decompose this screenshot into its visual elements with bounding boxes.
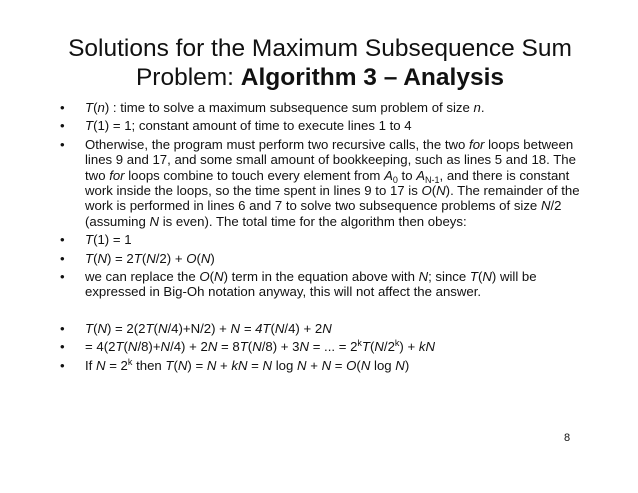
text-run: A (384, 167, 393, 183)
text-run: O (186, 250, 197, 266)
text-run: . (480, 100, 485, 115)
text-run: ; since (428, 269, 470, 285)
text-run: ) term in the equation above with (223, 269, 419, 285)
text-run: /4)+N/2) + (167, 320, 231, 336)
text-run: ) + (399, 339, 419, 355)
text-run: N (200, 250, 211, 266)
superscript: k (357, 338, 362, 349)
text-run: ( (209, 269, 215, 285)
text-run: for (109, 167, 125, 183)
text-run: Otherwise, the program must perform two recursive calls, the two (85, 136, 470, 152)
bullet-item-3 (60, 137, 590, 229)
text-run: = 2 (105, 357, 128, 373)
text-run: T (145, 320, 154, 336)
bullet-symbol: • (60, 269, 65, 285)
text-run: (1) = 1; constant amount of time to execute lines 1 to 4 (93, 118, 412, 134)
text-run: = 8 (217, 339, 240, 355)
bullet-symbol: • (60, 118, 65, 134)
slide-title (30, 34, 610, 92)
text-run: /2 (assuming (85, 198, 562, 229)
bullet-symbol: • (60, 320, 65, 336)
text-run: N (482, 269, 492, 285)
text-run: kN (418, 339, 435, 355)
text-run: N (321, 357, 332, 373)
text-run: log (370, 357, 396, 373)
text-run: ) = 2(2 (107, 320, 146, 336)
text-run: ( (93, 250, 98, 266)
text-run: ) (404, 357, 410, 373)
bullet-item-2 (60, 118, 590, 133)
text-run: = 4(2 (85, 339, 116, 355)
text-run: N (374, 339, 384, 355)
text-run: N (274, 320, 285, 336)
text-run: we can replace the (85, 269, 200, 285)
text-run: to (397, 167, 417, 183)
bullet-symbol: • (60, 100, 65, 115)
text-run: ( (247, 339, 253, 355)
text-run: N (395, 357, 405, 373)
text-run: = ... = 2 (309, 339, 358, 355)
text-run: T (469, 269, 478, 285)
text-run: N (96, 357, 106, 373)
text-run: /8) + 3 (261, 339, 300, 355)
text-run: N (297, 357, 307, 373)
text-run: O (199, 269, 210, 285)
text-run: ( (123, 339, 128, 355)
text-run: , and there is constant work inside the loops, so the time spent in lines 9 to 17 is (85, 167, 570, 199)
text-run: O (346, 357, 357, 373)
superscript: k (394, 338, 400, 349)
text-run: N (436, 183, 446, 199)
superscript: k (127, 356, 133, 367)
text-run: loops between lines 9 and 17, and some small amount of bookkeeping, such as lines 5 and 18. The two (85, 136, 576, 183)
title-line-1: Solutions for the Maximum Subsequence Sum (68, 35, 572, 62)
text-run: n (473, 100, 481, 115)
text-run: for (469, 136, 485, 152)
text-run: /2 (383, 339, 395, 355)
text-run: log (272, 357, 298, 373)
text-run: is even). The total time for the algorithm then obeys: (159, 213, 467, 229)
text-run: N (262, 357, 273, 373)
text-run: ). The remainder of the work is performed in lines 6 and 7 to solve two subsequence problems of size (85, 183, 580, 214)
text-run: T (85, 118, 94, 134)
text-run: N (97, 250, 107, 266)
text-run: ( (356, 357, 361, 373)
text-run: ( (173, 357, 178, 373)
text-run: ( (153, 320, 158, 336)
bullet-item-5 (60, 251, 590, 266)
text-run: ) = 2 (107, 250, 134, 266)
text-run: n (97, 100, 105, 115)
text-run: N (146, 250, 156, 266)
text-run: N (177, 357, 188, 373)
text-run: ) : time to solve a maximum subsequence sum problem of size (104, 100, 474, 115)
text-run: T (115, 339, 124, 355)
bullet-list (60, 100, 590, 376)
bullet-symbol: • (60, 232, 65, 248)
text-run: ( (141, 250, 147, 266)
text-run: N (157, 320, 168, 336)
text-run: N (322, 320, 332, 336)
subscript: N-1 (425, 174, 440, 185)
title-line-2 (30, 63, 610, 92)
text-run: N (97, 320, 107, 336)
text-run: T (133, 250, 142, 266)
text-run: N (127, 339, 138, 355)
text-run: N (252, 339, 262, 355)
text-run: = (331, 357, 347, 373)
text-run: ( (196, 250, 201, 266)
text-run: If (85, 357, 96, 373)
bullet-item-4 (60, 232, 590, 247)
text-run: ( (93, 320, 98, 336)
text-run: N (149, 213, 160, 229)
text-run: ( (270, 320, 275, 336)
text-run: /4) + 2 (284, 320, 323, 336)
text-run: N (299, 339, 310, 355)
text-run: A (416, 167, 425, 183)
bullet-symbol: • (60, 339, 65, 355)
text-run: = (247, 357, 263, 373)
text-run: T (165, 357, 174, 373)
text-run: kN (231, 357, 248, 373)
text-run: O (421, 183, 432, 199)
text-run: N (418, 269, 429, 285)
text-run: N (360, 357, 371, 373)
text-run: N (207, 339, 218, 355)
text-run: (1) = 1 (93, 232, 132, 248)
text-run: ) (210, 250, 215, 266)
subscript: 0 (392, 174, 398, 185)
bullet-item-1 (60, 100, 590, 115)
text-run: N (540, 198, 551, 214)
text-run: N (160, 339, 171, 355)
text-run: N (214, 269, 224, 285)
text-run: + (216, 357, 232, 373)
text-run: T (85, 232, 94, 248)
text-run: N (206, 357, 217, 373)
bullet-item-9 (60, 358, 590, 373)
title-line-2-bold: Algorithm 3 – Analysis (240, 64, 505, 91)
text-run: N = 4T (230, 320, 271, 336)
text-run: ( (477, 269, 483, 285)
text-run: /4) + 2 (170, 339, 208, 355)
text-run: ) will be expressed in Big-Oh notation anyway, this will not affect the answer. (85, 269, 537, 300)
page-number: 8 (564, 432, 571, 444)
text-run: /8)+ (137, 339, 161, 355)
text-run: /2) + (155, 250, 187, 266)
text-run: T (85, 250, 94, 266)
text-run: ( (93, 100, 98, 115)
text-run: T (239, 339, 248, 355)
text-run: loops combine to touch every element from (124, 167, 385, 183)
text-run: ) = (187, 357, 207, 373)
text-run: T (85, 320, 94, 336)
bullet-item-6 (60, 269, 590, 300)
text-run: then (132, 357, 166, 373)
bullet-symbol: • (60, 357, 65, 373)
title-line-2-plain: Problem: (135, 64, 241, 91)
text-run: ( (431, 183, 437, 199)
text-run: T (85, 100, 94, 115)
bullet-item-8 (60, 339, 590, 354)
text-run: + (306, 357, 322, 373)
text-run: T (361, 339, 370, 355)
bullet-symbol: • (60, 250, 65, 266)
text-run: ( (369, 339, 375, 355)
bullet-item-7 (60, 321, 590, 336)
bullet-symbol: • (60, 136, 65, 152)
